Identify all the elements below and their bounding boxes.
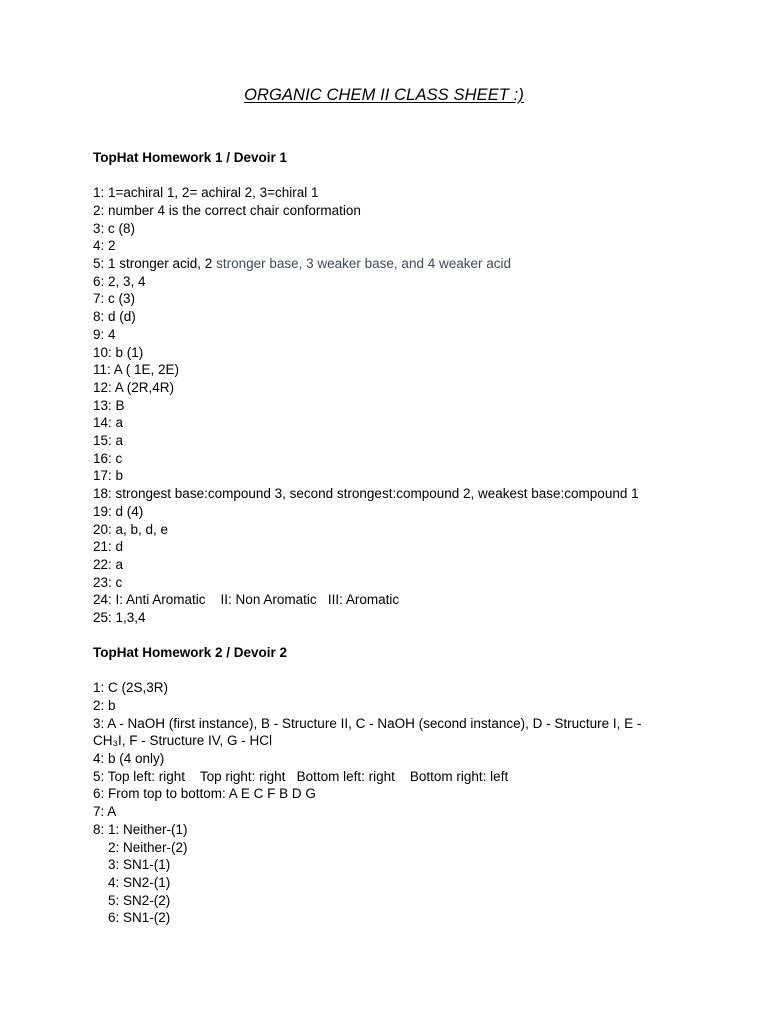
answer-line: 18: strongest base:compound 3, second strongest:compound 2, weakest base:compound 1 bbox=[93, 486, 639, 502]
answer-line: 12: A (2R,4R) bbox=[93, 379, 175, 395]
answer-line bbox=[93, 255, 693, 273]
answer-line: 21: d bbox=[93, 539, 124, 555]
answer-list-homework-1 bbox=[93, 184, 693, 627]
answer-line-continued: CH₃I, F - Structure IV, G - HCl bbox=[93, 733, 273, 749]
page-title: ORGANIC CHEM II CLASS SHEET :) bbox=[244, 86, 524, 104]
answer-line: 13: B bbox=[93, 397, 125, 413]
section-heading-homework-1: TopHat Homework 1 / Devoir 1 bbox=[93, 150, 288, 165]
answer-line: 1: 1=achiral 1, 2= achiral 2, 3=chiral 1 bbox=[93, 185, 319, 201]
answer-line: 16: c bbox=[93, 450, 123, 466]
answer-line: 8: 1: Neither-(1) bbox=[93, 821, 188, 837]
answer-line: 7: A bbox=[93, 804, 117, 820]
answer-subline: 2: Neither-(2) bbox=[108, 839, 188, 855]
answer-line: 25: 1,3,4 bbox=[93, 610, 146, 626]
section-heading-homework-2: TopHat Homework 2 / Devoir 2 bbox=[93, 645, 288, 660]
answer-line-highlight: stronger base, 3 weaker base, and 4 weaker acid bbox=[216, 256, 512, 271]
answer-line: 3: A - NaOH (first instance), B - Structure II, C - NaOH (second instance), D - Structure I, E - bbox=[93, 715, 642, 731]
answer-list-homework-2 bbox=[93, 679, 693, 927]
answer-line: 9: 4 bbox=[93, 326, 116, 342]
answer-line: 4: 2 bbox=[93, 238, 116, 254]
answer-subline: 3: SN1-(1) bbox=[108, 857, 171, 873]
answer-line: 24: I: Anti Aromatic II: Non Aromatic III: Aromatic bbox=[93, 592, 400, 608]
answer-line: 23: c bbox=[93, 574, 123, 590]
answer-line: 10: b (1) bbox=[93, 344, 144, 360]
answer-line: 22: a bbox=[93, 556, 124, 572]
answer-line: 15: a bbox=[93, 433, 124, 449]
answer-line: 7: c (3) bbox=[93, 291, 136, 307]
section-homework-2 bbox=[93, 644, 693, 927]
answer-line: 6: 2, 3, 4 bbox=[93, 273, 146, 289]
answer-line: 17: b bbox=[93, 468, 124, 484]
answer-line: 8: d (d) bbox=[93, 309, 136, 325]
answer-line: 2: b bbox=[93, 697, 116, 713]
answer-subline: 4: SN2-(1) bbox=[108, 874, 171, 890]
answer-line: 5: Top left: right Top right: right Bottom left: right Bottom right: left bbox=[93, 768, 509, 784]
answer-line: 14: a bbox=[93, 415, 124, 431]
answer-line-start: 5: 1 stronger acid, 2 bbox=[93, 256, 217, 271]
answer-line: 6: From top to bottom: A E C F B D G bbox=[93, 786, 316, 802]
answer-subline: 5: SN2-(2) bbox=[108, 892, 171, 908]
answer-subline: 6: SN1-(2) bbox=[108, 910, 171, 926]
answer-line: 3: c (8) bbox=[93, 220, 136, 236]
answer-line: 11: A ( 1E, 2E) bbox=[93, 362, 180, 378]
section-homework-1 bbox=[93, 149, 693, 627]
answer-line: 2: number 4 is the correct chair conformation bbox=[93, 202, 361, 218]
answer-line: 4: b (4 only) bbox=[93, 751, 165, 766]
answer-line: 20: a, b, d, e bbox=[93, 521, 169, 537]
answer-line: 19: d (4) bbox=[93, 503, 144, 519]
answer-line: 1: C (2S,3R) bbox=[93, 680, 169, 696]
